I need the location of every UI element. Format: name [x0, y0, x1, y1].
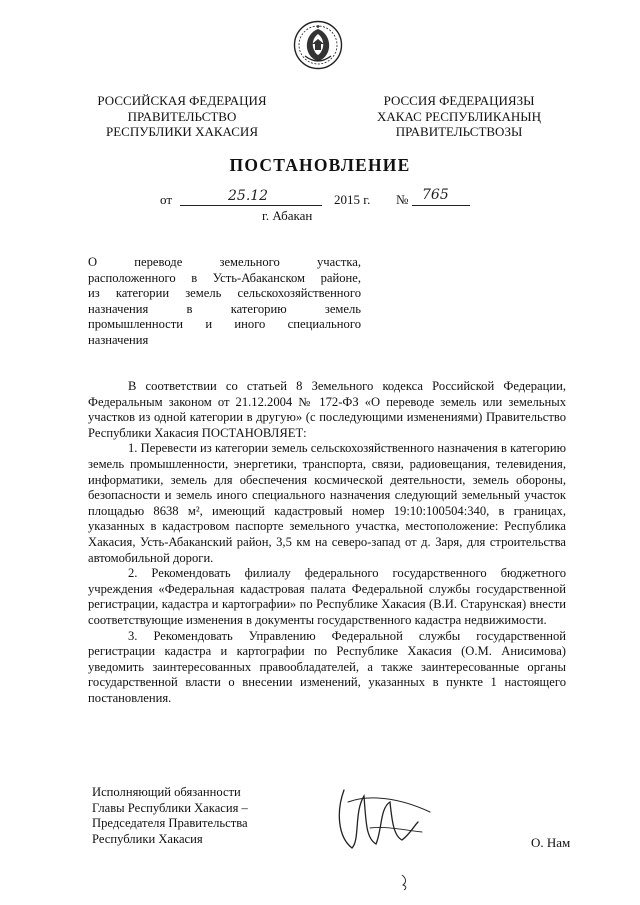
subject-line: назначения в категорию земель — [88, 301, 361, 316]
handwritten-signature-icon — [330, 782, 440, 860]
header-left — [78, 93, 286, 140]
handwritten-number: 765 — [422, 187, 449, 203]
header-left-line: РЕСПУБЛИКИ ХАКАСИЯ — [105, 124, 258, 139]
header-right-line: ХАКАС РЕСПУБЛИКАНЫҢ — [376, 108, 542, 124]
clause-2-paragraph: 2. Рекомендовать филиалу федерального государственного бюджетного учреждения «Федеральная кадастровая палата Федеральной службы государственной регистрации, кадастра и картографии» по Республике Хакасия (В.И. Старунская) внести соответствующие изменения в документы государственного кадастра недвижимости. — [88, 566, 566, 627]
header-right-line: ПРАВИТЕЛЬСТВОЗЫ — [395, 124, 523, 139]
subject-line: промышленности и иного специального — [88, 317, 361, 332]
signer-position-line: Исполняющий обязанности — [92, 785, 241, 799]
number-sign: № — [396, 192, 409, 207]
clause-1-paragraph: 1. Перевести из категории земель сельскохозяйственного назначения в категорию земель промышленности, энергетики, транспорта, связи, радиовещания, телевидения, информатики, земель для обеспечения космической деятельности, земель обороны, безопасности и земель иного специального назначения следующий земельный участок площадью 8638 м², имеющий кадастровый номер 19:10:100504:340, в границах, указанных в кадастровом паспорте земельного участка, местоположение: Республика Хакасия, Усть-Абаканский район, 3,5 км на северо-запад от д. Заря, для строительства автомобильной дороги. — [88, 441, 566, 565]
signer-position — [92, 785, 302, 847]
pen-mark-icon — [398, 872, 412, 892]
document-title: ПОСТАНОВЛЕНИЕ — [229, 155, 411, 175]
header-right-line: РОССИЯ ФЕДЕРАЦИЯЗЫ — [383, 93, 535, 108]
signer-position-line: Главы Республики Хакасия – — [92, 800, 248, 815]
header-left-line: ПРАВИТЕЛЬСТВО — [127, 108, 237, 124]
signer-position-line: Председателя Правительства — [92, 816, 248, 831]
subject-line: О переводе земельного участка, — [88, 255, 361, 269]
subject-line: назначения — [88, 332, 149, 347]
year-label: 2015 г. — [334, 192, 371, 207]
clause-3-paragraph: 3. Рекомендовать Управлению Федеральной службы государственной регистрации кадастра и картографии по Республике Хакасия (О.М. Анисимова) уведомить заинтересованных правообладателей, а также заинтересованные органы государственной власти о внесении изменений, указанных в пункте 1 настоящего постановления. — [88, 628, 566, 705]
handwritten-date: 25.12 — [228, 188, 269, 204]
signer-position-line: Республики Хакасия — [92, 831, 203, 846]
date-prefix: от — [160, 192, 173, 207]
preamble-paragraph: В соответствии со статьей 8 Земельного кодекса Российской Федерации, Федеральным законом от 21.12.2004 № 172-ФЗ «О переводе земель или земельных участков из одной категории в другую» (с последующими изменениями) Правительство Республики Хакасия ПОСТАНОВЛЯЕТ: — [88, 379, 566, 440]
decree-body — [88, 379, 566, 706]
coat-of-arms-icon — [293, 20, 343, 70]
subject-block — [88, 255, 361, 349]
subject-line: из категории земель сельскохозяйственного — [88, 286, 361, 301]
signer-name: О. Нам — [531, 835, 571, 850]
header-left-line: РОССИЙСКАЯ ФЕДЕРАЦИЯ — [97, 93, 267, 108]
header-right — [355, 93, 563, 140]
date-number-line — [160, 187, 500, 212]
subject-line: расположенного в Усть-Абаканском районе, — [88, 270, 361, 285]
city-label: г. Абакан — [262, 208, 313, 223]
